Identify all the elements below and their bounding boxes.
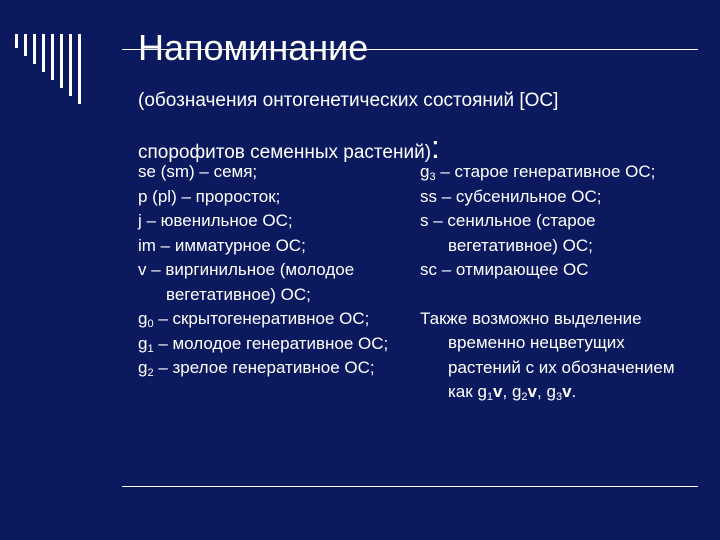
state-description: – зрелое генеративное ОС; — [153, 358, 375, 377]
separator: , — [537, 382, 547, 401]
right-column — [420, 160, 700, 405]
subscript: 3 — [555, 391, 563, 403]
list-item — [138, 332, 408, 357]
state-symbol: sc — [420, 260, 437, 279]
state-symbol: g — [138, 309, 148, 328]
subscript: 2 — [147, 367, 154, 379]
state-symbol: g — [546, 382, 556, 401]
state-description: – сенильное (старое вегетативное) ОС; — [428, 211, 596, 255]
state-symbol: g — [138, 358, 148, 377]
state-symbol: p (pl) — [138, 186, 177, 206]
state-description: – проросток; — [176, 186, 281, 206]
subtitle-line-1: (обозначения онтогенетических состояний [ОС] — [138, 90, 559, 111]
state-symbol: im — [138, 235, 156, 255]
list-item — [138, 258, 408, 307]
decorative-bars — [15, 34, 81, 104]
subtitle-colon: : — [431, 129, 440, 165]
list-item — [138, 307, 408, 332]
state-symbol-v: v — [493, 382, 503, 401]
state-description: – виргинильное (молодое вегетативное) ОС; — [146, 260, 355, 304]
state-symbol: g — [138, 333, 148, 353]
list-item — [138, 185, 408, 210]
state-symbol: v — [138, 260, 147, 279]
subscript: 1 — [486, 391, 494, 403]
state-description: – субсенильное ОС; — [437, 186, 602, 206]
list-item — [138, 160, 408, 185]
state-description: – старое генеративное ОС; — [435, 162, 656, 181]
state-symbol: g — [511, 382, 522, 401]
separator: . — [571, 382, 577, 401]
state-description: – скрытогенеративное ОС; — [153, 309, 370, 328]
state-description: – ювенильное ОС; — [141, 211, 293, 230]
state-description: – молодое генеративное ОС; — [153, 333, 389, 353]
state-symbol: s — [420, 211, 429, 230]
left-column-list — [138, 160, 408, 381]
subscript: 1 — [147, 342, 154, 355]
state-symbol-v: v — [527, 382, 538, 401]
list-item — [420, 258, 700, 283]
slide-title: Напоминание — [138, 27, 369, 68]
state-symbol: se (sm) — [138, 162, 195, 181]
subtitle-line-2-text: спорофитов семенных растений) — [138, 142, 432, 163]
list-item — [420, 185, 700, 210]
bottom-divider-line — [122, 486, 698, 487]
state-symbol: ss — [420, 186, 437, 206]
list-item — [420, 160, 700, 185]
subscript: 3 — [429, 171, 436, 183]
state-symbol: g — [420, 162, 430, 181]
right-column-list — [420, 160, 700, 283]
subscript: 0 — [147, 318, 154, 330]
list-item — [138, 356, 408, 381]
state-description: – отмирающее ОС — [437, 260, 589, 279]
subscript: 2 — [521, 391, 528, 403]
state-description: – семя; — [194, 162, 258, 181]
state-symbol-v: v — [562, 382, 572, 401]
note-paragraph — [420, 307, 700, 405]
note-text: Также возможно выделение временно нецветущих растений с их обозначением как — [420, 308, 675, 401]
list-item — [138, 234, 408, 259]
list-item — [420, 209, 700, 258]
state-description: – имматурное ОС; — [155, 235, 306, 255]
separator: , — [502, 382, 512, 401]
state-symbol: j — [138, 211, 142, 230]
state-symbol: g — [477, 382, 487, 401]
list-item — [138, 209, 408, 234]
